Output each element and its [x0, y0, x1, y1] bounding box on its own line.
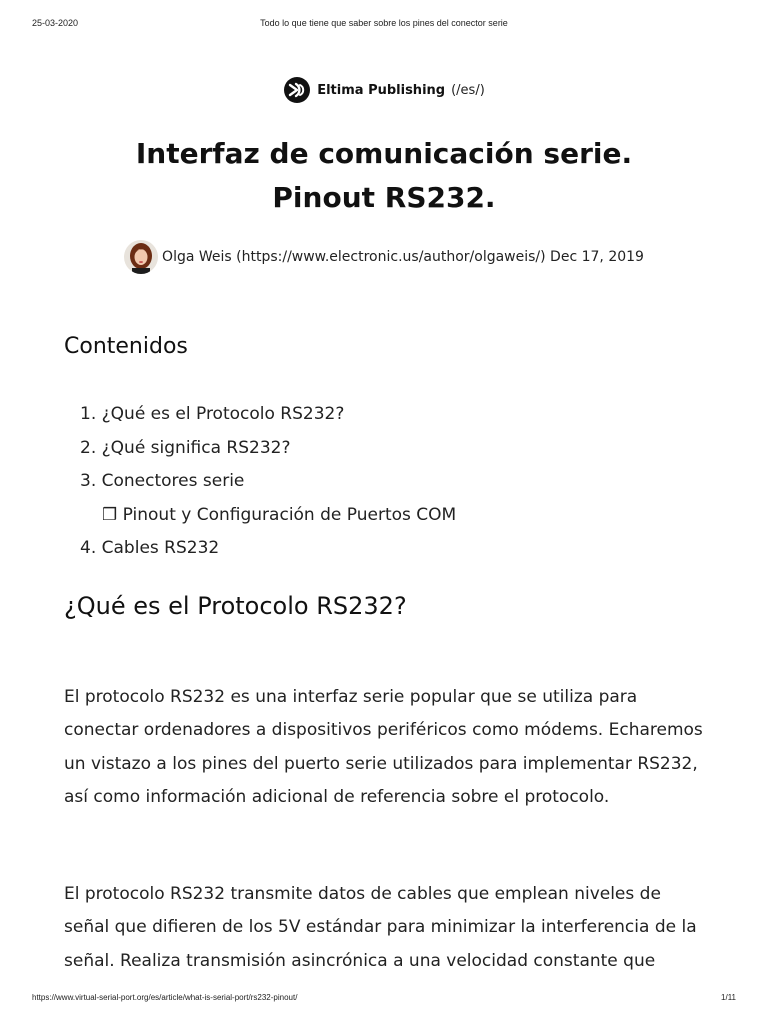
eltima-logo-icon — [283, 76, 311, 104]
publisher-bar — [0, 76, 768, 104]
publisher-path-link[interactable]: (/es/) — [451, 82, 485, 98]
toc-item-label: Pinout y Configuración de Puertos COM — [122, 504, 457, 525]
toc-item-1[interactable] — [64, 398, 704, 432]
toc-item-number: 2. — [80, 437, 97, 458]
toc-item-number: 4. — [80, 538, 97, 558]
page-title — [0, 132, 768, 220]
paragraph-intro: El protocolo RS232 es una interfaz serie popular que se utiliza para conectar ordenadores a dispositivos periféricos como módems. Echaremos un vistazo a los pines del puerto serie utilizados para implementar RS232, así como información adicional de referencia sobre el protocolo. — [64, 687, 703, 807]
toc-item-4[interactable] — [64, 532, 704, 566]
table-of-contents — [64, 398, 704, 566]
toc-item-label: Cables RS232 — [101, 538, 220, 558]
toc-item-number: 1. — [80, 404, 97, 424]
toc-item-2[interactable] — [64, 432, 704, 466]
print-footer — [0, 993, 768, 1007]
toc-item-number: 3. — [80, 471, 97, 491]
checkbox-icon: ❒ — [102, 504, 118, 525]
toc-subitem-pinout[interactable] — [64, 499, 704, 533]
print-date: 25-03-2020 — [32, 18, 79, 28]
page-title-line-2: Pinout RS232. — [272, 181, 496, 214]
print-document-title: Todo lo que tiene que saber sobre los pines del conector serie — [260, 18, 508, 28]
toc-item-label: ¿Qué es el Protocolo RS232? — [101, 404, 345, 424]
section-heading: ¿Qué es el Protocolo RS232? — [64, 592, 407, 620]
author-link[interactable]: Olga Weis (https://www.electronic.us/author/olgaweis/) Dec 17, 2019 — [162, 249, 644, 265]
author-avatar — [124, 240, 158, 274]
toc-heading: Contenidos — [64, 334, 188, 359]
print-footer-url: https://www.virtual-serial-port.org/es/article/what-is-serial-port/rs232-pinout/ — [32, 993, 298, 1002]
toc-item-3[interactable] — [64, 465, 704, 499]
page-title-line-1: Interfaz de comunicación serie. — [135, 137, 633, 170]
page-number: 1/11 — [721, 993, 736, 1002]
toc-item-label: Conectores serie — [101, 471, 245, 491]
publisher-link[interactable]: Eltima Publishing — [317, 82, 446, 98]
author-line — [0, 240, 768, 274]
print-header — [0, 18, 768, 32]
toc-item-label: ¿Qué significa RS232? — [101, 437, 291, 458]
paragraph-transmission: El protocolo RS232 transmite datos de cables que emplean niveles de señal que difieren de los 5V estándar para minimizar la interferencia de la señal. Realiza transmisión asincrónica a una velocidad constante que — [64, 884, 697, 971]
